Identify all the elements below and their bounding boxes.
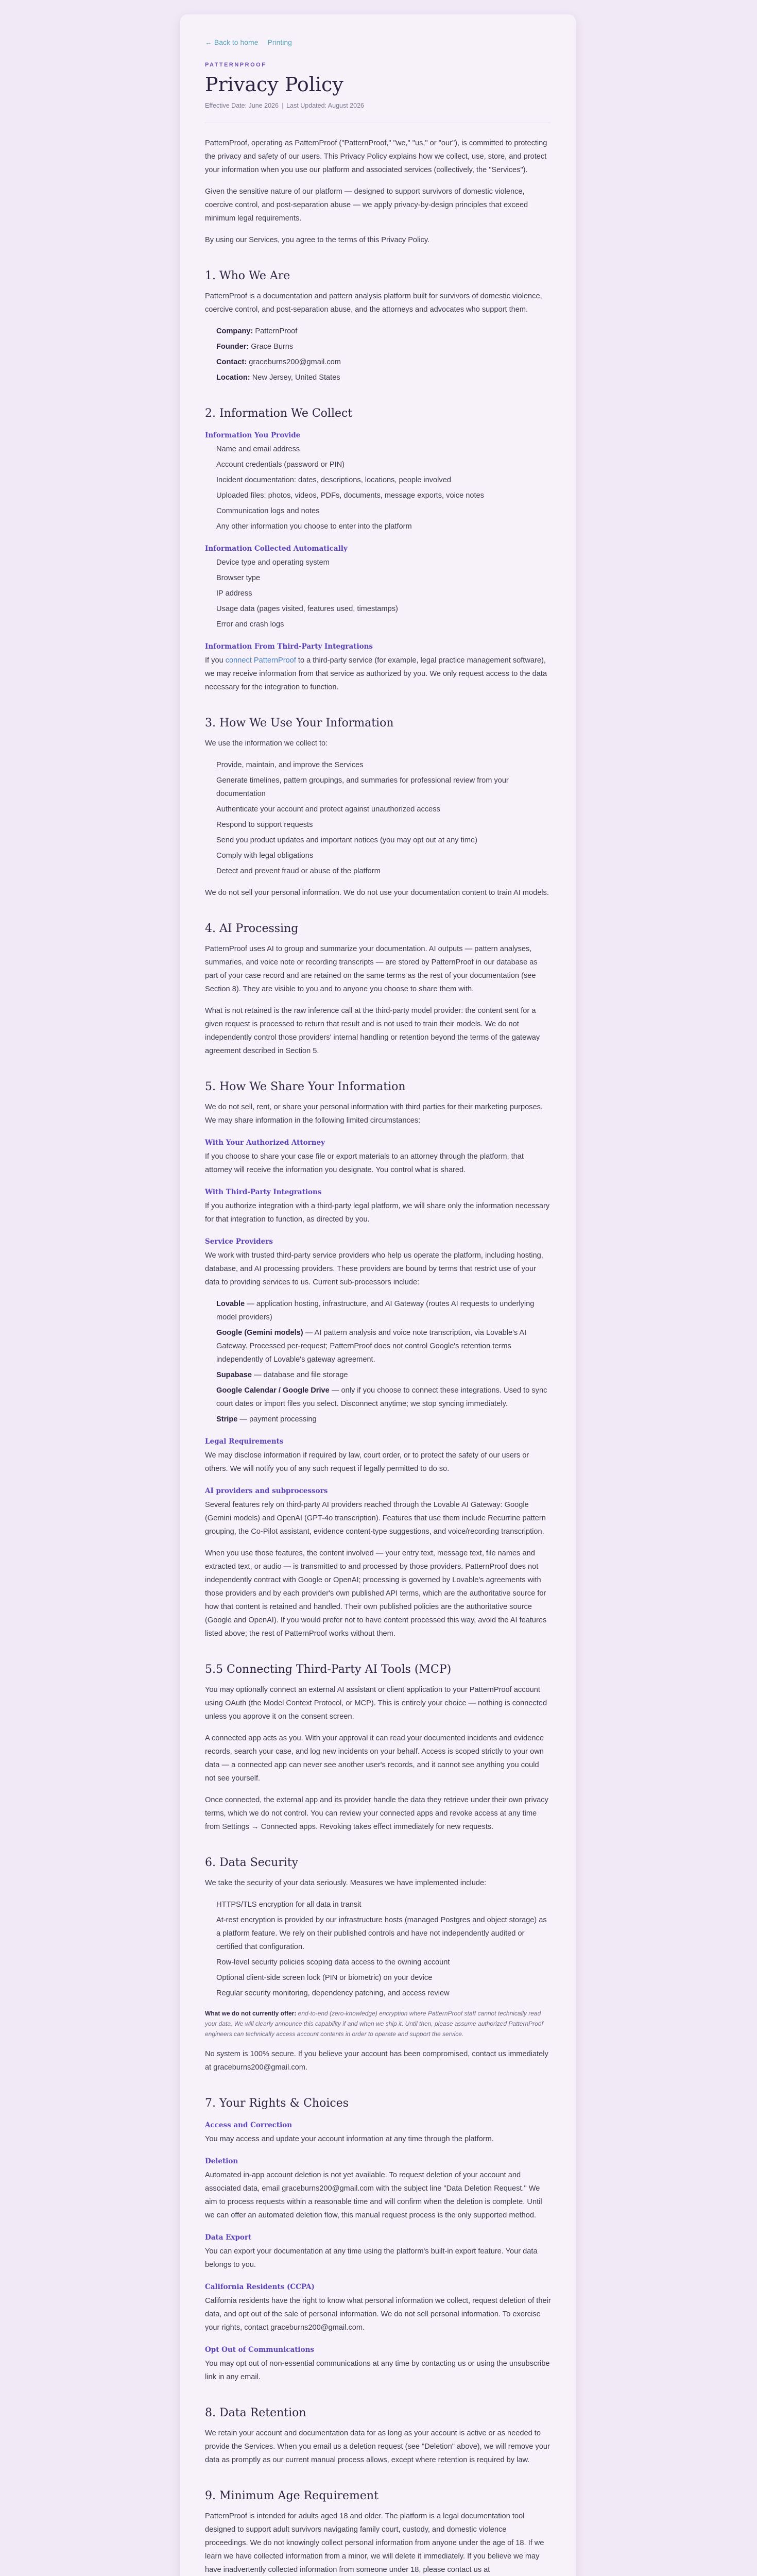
section-paragraph: California residents have the right to know what personal information we collect, request deletion of their data, and opt out of the sale of personal information. We do not sell personal information. To exercise your rights, contact graceburns200@gmail.com. (205, 2297, 551, 2332)
section-paragraph: You may access and update your account information at any time through the platform. (205, 2135, 494, 2143)
section-paragraph: Automated in-app account deletion is not yet available. To request deletion of your account and associated data, email graceburns200@gmail.com with the subject line "Data Deletion Request." We aim to process requests within a reasonable time and will confirm when the deletion is complete. Until we can offer an automated deletion flow, this manual request process is the only supported method. (205, 2171, 542, 2219)
back-home-link[interactable]: ← Back to home (205, 38, 259, 46)
list-item: Any other information you choose to enter into the platform (216, 522, 412, 531)
section-heading: 6. Data Security (205, 1856, 299, 1869)
provided-info-list (205, 443, 551, 533)
list-item: Supabase — database and file storage (216, 1371, 348, 1379)
list-item: HTTPS/TLS encryption for all data in transit (216, 1901, 362, 1909)
section-heading: 1. Who We Are (205, 269, 290, 282)
subsection-heading: Access and Correction (205, 2121, 293, 2129)
section-paragraph: We do not sell your personal information. We do not use your documentation content to train AI models. (205, 889, 549, 897)
list-item: Error and crash logs (216, 620, 284, 629)
section-paragraph: PatternProof is a documentation and pattern analysis platform built for survivors of domestic violence, coercive control, and post-separation abuse, and the attorneys and advocates who support them. (205, 292, 542, 314)
section-heading: 9. Minimum Age Requirement (205, 2489, 378, 2502)
section-paragraph: PatternProof uses AI to group and summarize your documentation. AI outputs — pattern analyses, summaries, and voice note or recording transcripts — are stored by PatternProof in our database as part of your case record and are retained on the same terms as the rest of your documentation (see Section 8). They are visible to you and to anyone you choose to share them with. (205, 945, 538, 993)
security-list (205, 1898, 551, 2000)
intro-paragraph: By using our Services, you agree to the terms of this Privacy Policy. (205, 236, 430, 244)
list-item: Google Calendar / Google Drive — only if you choose to connect these integrations. Used to sync court dates or import files you select. Disconnect anytime; we stop syncing immediately. (216, 1386, 547, 1408)
section-paragraph: If you connect PatternProof to a third-party service (for example, legal practice management software), we may receive information from that service as authorized by you. We only request access to the data necessary for the integration to function. (205, 656, 547, 691)
subsection-heading: Deletion (205, 2157, 238, 2165)
list-item: Founder: Grace Burns (216, 343, 294, 351)
connect-link[interactable]: connect PatternProof (225, 656, 296, 665)
list-item: At-rest encryption is provided by our infrastructure hosts (managed Postgres and object storage) as a platform feature. We rely on their published controls and have not independently audited or certified that configuration. (216, 1916, 547, 1951)
section-paragraph: No system is 100% secure. If you believe your account has been compromised, contact us immediately at graceburns200@gmail.com. (205, 2050, 548, 2072)
section-paragraph: You may opt out of non-essential communications at any time by contacting us or using the unsubscribe link in any email. (205, 2360, 550, 2381)
intro-paragraph: Given the sensitive nature of our platform — designed to support survivors of domestic violence, coercive control, and post-separation abuse — we apply privacy-by-design principles that exceed minimum legal requirements. (205, 188, 528, 223)
list-item: Regular security monitoring, dependency patching, and access review (216, 1989, 450, 1997)
list-item: Uploaded files: photos, videos, PDFs, documents, message exports, voice notes (216, 492, 484, 500)
policy-card (180, 14, 576, 2576)
subsection-heading: With Your Authorized Attorney (205, 1139, 325, 1147)
subsection-heading: California Residents (CCPA) (205, 2283, 315, 2291)
section-heading: 3. How We Use Your Information (205, 717, 394, 730)
intro-paragraph: PatternProof, operating as PatternProof ("PatternProof," "we," "us," or "our"), is committed to protecting the privacy and safety of our users. This Privacy Policy explains how we collect, use, store, and protect your information when you use our platform and associated services (collectively, the "Services"). (205, 139, 547, 174)
section-heading: 4. AI Processing (205, 922, 299, 935)
list-item: Detect and prevent fraud or abuse of the platform (216, 867, 381, 875)
effective-date: Effective Date: June 2026 (205, 102, 279, 109)
section-paragraph: What is not retained is the raw inference call at the third-party model provider: the content sent for a given request is processed to return that result and is not used to train their models. We do not independently control those providers' internal handling or retention beyond the terms of the gateway agreement described in Section 5. (205, 1007, 540, 1055)
list-item: Google (Gemini models) — AI pattern analysis and voice note transcription, via Lovable's AI Gateway. Processed per-request; PatternProof does not control Google's retention terms independently of Lovable's gateway agreement. (216, 1329, 527, 1364)
subsection-heading: Service Providers (205, 1238, 273, 1246)
section-heading: 2. Information We Collect (205, 407, 353, 420)
list-item: Comply with legal obligations (216, 852, 314, 860)
section-paragraph: We take the security of your data seriously. Measures we have implemented include: (205, 1879, 487, 1887)
brand-label: PATTERNPROOF (205, 62, 267, 68)
encryption-note: What we do not currently offer: end-to-end (zero-knowledge) encryption where PatternProof staff cannot technically read your data. We will clearly announce this capability if and when we ship it. Until then, please assume authorized PatternProof engineers can technically access account contents in order to operate and support the service. (205, 2010, 543, 2038)
section-paragraph: We do not sell, rent, or share your personal information with third parties for their marketing purposes. We may share information in the following limited circumstances: (205, 1103, 543, 1125)
policy-dates: Effective Date: June 2026 | Last Updated: August 2026 (205, 102, 551, 123)
auto-info-list (205, 556, 551, 631)
section-paragraph: We work with trusted third-party service providers who help us operate the platform, including hosting, database, and AI processing providers. These providers are bound by terms that restrict use of your data to providing services to us. Current sub-processors include: (205, 1251, 543, 1286)
print-link[interactable]: Printing (267, 38, 292, 46)
section-paragraph: We may disclose information if required by law, court order, or to protect the safety of our users or others. We will notify you of any such request if legally permitted to do so. (205, 1451, 529, 1473)
subsection-heading: Information You Provide (205, 431, 301, 439)
subsection-heading: Information From Third-Party Integrations (205, 642, 373, 651)
top-nav (205, 38, 551, 46)
list-item: Communication logs and notes (216, 507, 320, 515)
section-heading: 5. How We Share Your Information (205, 1080, 406, 1093)
company-details (205, 325, 551, 384)
page-title: Privacy Policy (205, 73, 343, 96)
section-paragraph: Once connected, the external app and its provider handle the data they retrieve under their own privacy terms, which we do not control. You can review your connected apps and revoke access at any time from Settings → Connected apps. Revoking takes effect immediately for new requests. (205, 1796, 548, 1831)
section-paragraph: You can export your documentation at any time using the platform's built-in export feature. Your data belongs to you. (205, 2247, 538, 2269)
list-item: Generate timelines, pattern groupings, and summaries for professional review from your documentation (216, 776, 509, 798)
list-item: Stripe — payment processing (216, 1415, 317, 1423)
section-heading: 7. Your Rights & Choices (205, 2097, 349, 2110)
section-paragraph: PatternProof is intended for adults aged 18 and older. The platform is a legal documentation tool designed to support adult survivors navigating family court, custody, and domestic violence proceedings. We do not knowingly collect personal information from anyone under the age of 18. If we learn we have collected information from a minor, we will delete it immediately. If you believe we may have inadvertently collected information from someone under 18, please contact us at (205, 2512, 544, 2574)
subsection-heading: Opt Out of Communications (205, 2346, 314, 2354)
list-item: IP address (216, 589, 252, 598)
list-item: Browser type (216, 574, 261, 582)
section-paragraph: A connected app acts as you. With your approval it can read your documented incidents and evidence records, search your case, and log new incidents on your behalf. Access is scoped strictly to your own data — a connected app can never see another user's records, and it cannot see anything you could not see yourself. (205, 1734, 544, 1783)
section-paragraph: We use the information we collect to: (205, 739, 328, 748)
list-item: Lovable — application hosting, infrastructure, and AI Gateway (routes AI requests to underlying model providers) (216, 1300, 535, 1321)
section-paragraph: Several features rely on third-party AI providers reached through the Lovable AI Gateway: Google (Gemini models) and OpenAI (GPT-4o transcription). Features that use them include Recurrine pattern grouping, the Co-Pilot assistant, evidence content-type suggestions, and voice/recording transcription. (205, 1501, 546, 1536)
section-paragraph: If you choose to share your case file or export materials to an attorney through the platform, that attorney will receive the information you designate. You control what is shared. (205, 1153, 524, 1174)
list-item: Account credentials (password or PIN) (216, 461, 345, 469)
subprocessor-list (205, 1297, 551, 1426)
subsection-heading: Data Export (205, 2233, 252, 2242)
section-paragraph: If you authorize integration with a third-party legal platform, we will share only the information necessary for that integration to function, as directed by you. (205, 1202, 550, 1224)
section-paragraph: You may optionally connect an external AI assistant or client application to your PatternProof account using OAuth (the Model Context Protocol, or MCP). This is entirely your choice — nothing is connected unless you approve it on the consent screen. (205, 1686, 547, 1721)
subsection-heading: Legal Requirements (205, 1437, 284, 1446)
section-heading: 8. Data Retention (205, 2406, 306, 2419)
last-updated-date: Last Updated: August 2026 (286, 102, 364, 109)
list-item: Name and email address (216, 445, 300, 453)
section-heading: 5.5 Connecting Third-Party AI Tools (MCP) (205, 1663, 452, 1676)
list-item: Optional client-side screen lock (PIN or biometric) on your device (216, 1974, 433, 1982)
usage-list (205, 758, 551, 878)
list-item: Company: PatternProof (216, 327, 298, 335)
list-item: Contact: graceburns200@gmail.com (216, 358, 341, 366)
subsection-heading: Information Collected Automatically (205, 545, 348, 553)
list-item: Usage data (pages visited, features used, timestamps) (216, 605, 398, 613)
section-paragraph: When you use those features, the content involved — your entry text, message text, file names and extracted text, or audio — is transmitted to and processed by those providers. PatternProof does not independently contract with Google or OpenAI; processing is governed by Lovable's agreements with those providers and by each provider's own published API terms, which are the authoritative source for how that content is retained and handled. Their own published policies are the authoritative source (Google and OpenAI). If you would prefer not to have content processed this way, avoid the AI features listed above; the rest of PatternProof works without them. (205, 1549, 547, 1638)
list-item: Respond to support requests (216, 821, 313, 829)
list-item: Authenticate your account and protect against unauthorized access (216, 805, 440, 814)
list-item: Send you product updates and important notices (you may opt out at any time) (216, 836, 478, 844)
list-item: Row-level security policies scoping data access to the owning account (216, 1958, 450, 1967)
list-item: Provide, maintain, and improve the Services (216, 761, 364, 769)
subsection-heading: AI providers and subprocessors (205, 1487, 328, 1495)
list-item: Location: New Jersey, United States (216, 374, 340, 382)
list-item: Incident documentation: dates, descriptions, locations, people involved (216, 476, 451, 484)
section-paragraph: We retain your account and documentation data for as long as your account is active or as needed to provide the Services. When you email us a deletion request (see "Deletion" above), we will remove your data as promptly as our current manual process allows, except where retention is required by law. (205, 2429, 550, 2464)
subsection-heading: With Third-Party Integrations (205, 1188, 322, 1196)
list-item: Device type and operating system (216, 558, 330, 567)
